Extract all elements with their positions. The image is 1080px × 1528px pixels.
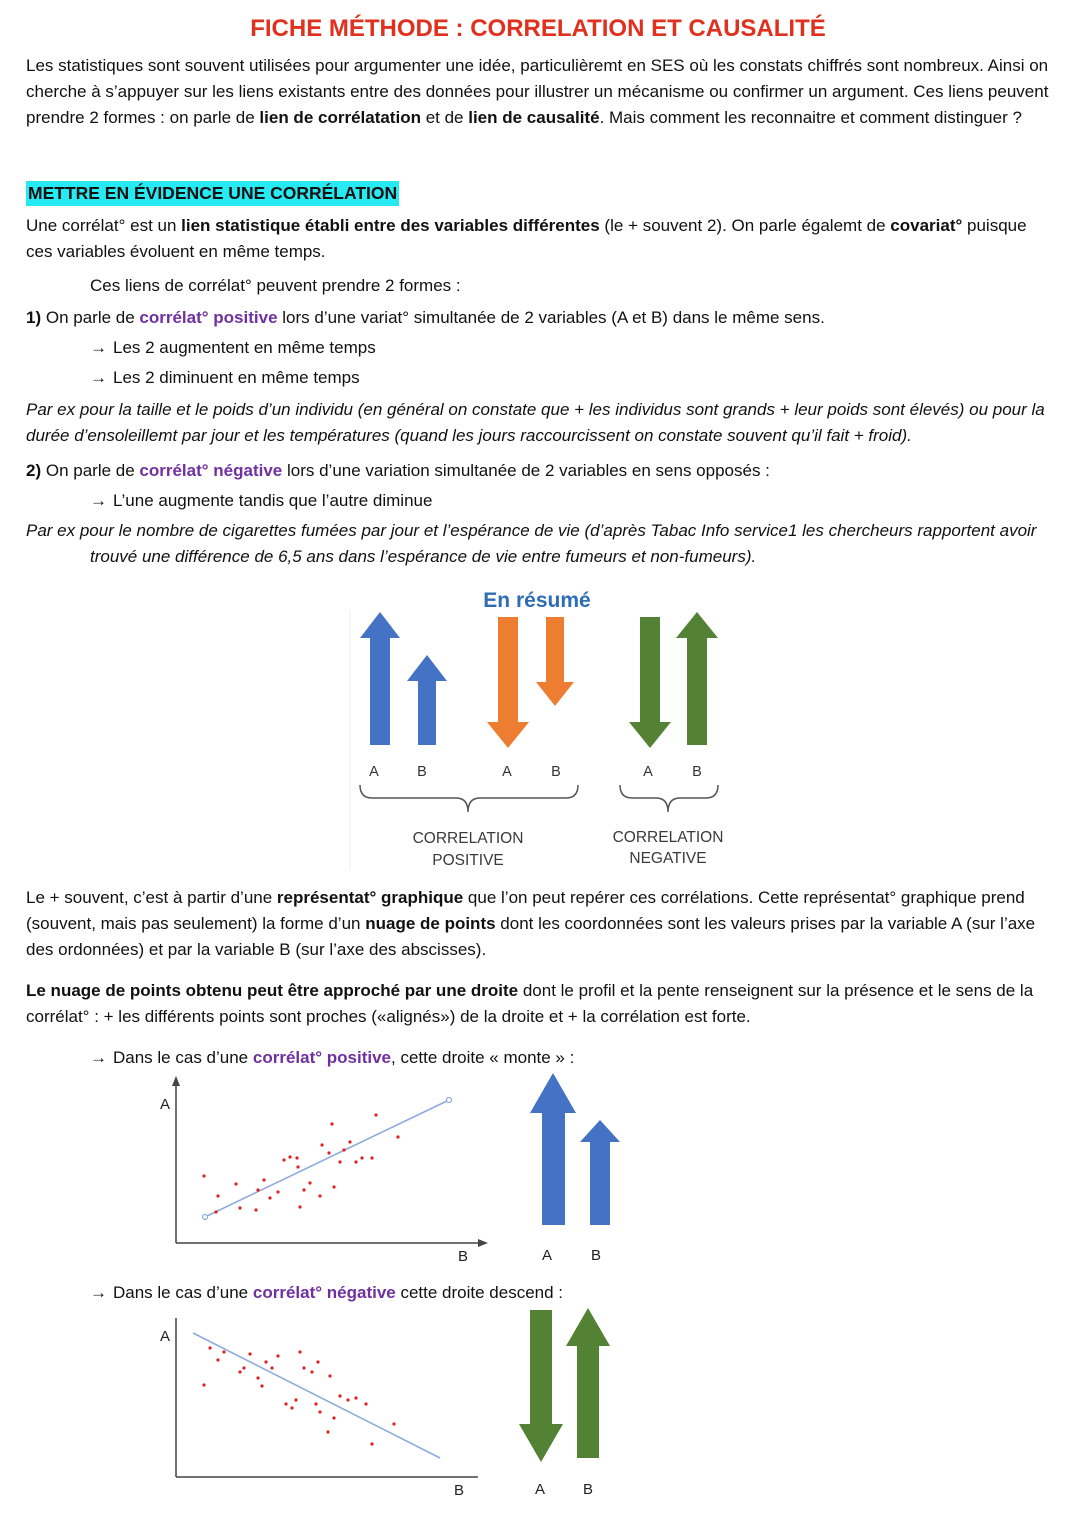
- scatter-negative-figure: [150, 1300, 630, 1505]
- section-heading: METTRE EN ÉVIDENCE UNE CORRÉLATION: [26, 181, 399, 206]
- scatter-point: [216, 1194, 219, 1197]
- y-axis-label: A: [159, 1096, 171, 1113]
- forms-intro: Ces liens de corrélat° peuvent prendre 2 formes :: [90, 276, 461, 295]
- scatter-point: [214, 1210, 217, 1213]
- scatter-point: [318, 1194, 321, 1197]
- arrow-label: A: [541, 1247, 553, 1264]
- y-axis-label: A: [159, 1328, 171, 1345]
- x-axis-label: B: [453, 1482, 465, 1499]
- scatter-point: [270, 1366, 273, 1369]
- bullet-item: [90, 488, 1056, 514]
- scatter-points: [202, 1113, 399, 1213]
- trend-line: [193, 1333, 440, 1458]
- brace-positive: [360, 785, 578, 812]
- arrow-down-icon: [487, 617, 529, 748]
- line-paragraph: [26, 978, 1056, 1030]
- scatter-point: [360, 1156, 363, 1159]
- line-bold: Le nuage de points obtenu peut être approché par une droite: [26, 981, 519, 1000]
- definition-covariation: covariat°: [890, 216, 963, 235]
- scatter-point: [332, 1185, 335, 1188]
- scatter-point: [294, 1398, 297, 1401]
- negative-caption-line1: CORRELATION: [612, 829, 724, 846]
- x-axis-arrow-icon: [478, 1239, 488, 1247]
- scatter-point: [284, 1402, 287, 1405]
- graph-bold: représentat° graphique: [276, 888, 464, 907]
- scatter-intro-text: cette droite descend :: [395, 1283, 564, 1302]
- scatter-point: [238, 1206, 241, 1209]
- positive-caption-line2: POSITIVE: [432, 852, 504, 869]
- scatter-point: [348, 1140, 351, 1143]
- definition-paragraph: [26, 213, 1056, 265]
- graph-paragraph: [26, 885, 1056, 963]
- positive-correlation-line: [26, 305, 1056, 331]
- scatter-point: [202, 1174, 205, 1177]
- brace-negative: [620, 785, 718, 812]
- arrow-bullet-icon: →: [90, 491, 107, 510]
- scatter-point: [298, 1205, 301, 1208]
- scatter-point: [238, 1370, 241, 1373]
- trend-line-end: [203, 1215, 208, 1220]
- positive-text: lors d’une variat° simultanée de 2 variables (A et B) dans le même sens.: [277, 308, 825, 327]
- scatter-point: [295, 1156, 298, 1159]
- trend-line-end: [447, 1098, 452, 1103]
- scatter-point: [296, 1165, 299, 1168]
- arrow-label: B: [417, 764, 427, 780]
- summary-figure: [340, 580, 740, 875]
- bullet-item: [90, 365, 1056, 391]
- scatter-point: [222, 1350, 225, 1353]
- scatter-point: [354, 1396, 357, 1399]
- negative-term: corrélat° négative: [139, 461, 283, 480]
- scatter-negative-term: corrélat° négative: [252, 1283, 396, 1302]
- scatter-point: [282, 1158, 285, 1161]
- scatter-point: [330, 1122, 333, 1125]
- scatter-point: [276, 1190, 279, 1193]
- bullet-text: Les 2 augmentent en même temps: [113, 338, 376, 357]
- negative-correlation-line: [26, 458, 1056, 484]
- scatter-point: [338, 1160, 341, 1163]
- scatter-point: [248, 1352, 251, 1355]
- scatter-point: [346, 1398, 349, 1401]
- scatter-point: [302, 1366, 305, 1369]
- graph-text: dont les coordonnées sont les valeurs prises par la variable A (sur l’axe des ordonnées) et par la variable B (sur l’axe des abscisses).: [26, 914, 1036, 959]
- y-axis-arrow-icon: [172, 1076, 180, 1086]
- scatter-point: [290, 1406, 293, 1409]
- scatter-point: [260, 1384, 263, 1387]
- scatter-point: [396, 1135, 399, 1138]
- scatter-point: [276, 1354, 279, 1357]
- definition-text: (le + souvent 2). On parle égalemt de: [599, 216, 891, 235]
- scatter-point: [332, 1416, 335, 1419]
- graph-bold-scatter: nuage de points: [365, 914, 496, 933]
- scatter-point: [256, 1188, 259, 1191]
- positive-example: Par ex pour la taille et le poids d’un individu (en général on constate que + les individus sont grands + leur poids sont élevés) ou pour la durée d’ensoleillemt par jour et les températures (quand les jours raccourcissent on constate souvent qu’il fait + froid).: [26, 400, 1045, 445]
- bullet-item: [90, 335, 1056, 361]
- scatter-positive-term: corrélat° positive: [252, 1048, 391, 1067]
- page-title: FICHE MÉTHODE : CORRELATION ET CAUSALITÉ: [250, 15, 826, 42]
- scatter-point: [314, 1402, 317, 1405]
- scatter-point: [308, 1181, 311, 1184]
- scatter-point: [202, 1383, 205, 1386]
- arrow-down-icon: [629, 617, 671, 748]
- scatter-point: [364, 1402, 367, 1405]
- scatter-point: [242, 1366, 245, 1369]
- scatter-point: [310, 1370, 313, 1373]
- scatter-point: [256, 1376, 259, 1379]
- intro-term-correlation: lien de corrélatation: [259, 108, 421, 127]
- arrow-label: B: [551, 764, 561, 780]
- graph-text: Le + souvent, c’est à partir d’une: [26, 888, 277, 907]
- definition-text: Une corrélat° est un: [26, 216, 182, 235]
- summary-title: En résumé: [483, 589, 591, 612]
- scatter-point: [328, 1374, 331, 1377]
- scatter-intro-text: , cette droite « monte » :: [391, 1048, 575, 1067]
- intro-text: Les statistiques sont souvent utilisées pour argumenter une idée, particulièremt en SES où les constats chiffrés sont nombreux. Ainsi on cherche à s’appuyer sur les liens existants entre des données pour illustrer un mécanisme ou confirmer un argument. Ces liens peuvent prendre 2 formes : on parle de: [26, 56, 1049, 127]
- x-axis-label: B: [457, 1248, 469, 1265]
- definition-text: puisque ces variables évoluent en même temps.: [26, 216, 1027, 261]
- scatter-point: [302, 1188, 305, 1191]
- scatter-point: [327, 1151, 330, 1154]
- positive-term: corrélat° positive: [139, 308, 278, 327]
- scatter-positive-figure: [150, 1065, 630, 1270]
- arrow-bullet-icon: →: [90, 1283, 107, 1302]
- arrow-up-icon: [530, 1073, 576, 1225]
- arrow-up-icon: [566, 1308, 610, 1458]
- arrow-bullet-icon: →: [90, 368, 107, 387]
- scatter-point: [264, 1360, 267, 1363]
- arrow-up-icon: [407, 655, 447, 745]
- arrow-up-icon: [360, 612, 400, 745]
- scatter-point: [208, 1346, 211, 1349]
- scatter-point: [288, 1155, 291, 1158]
- intro-paragraph: [26, 53, 1056, 131]
- arrow-bullet-icon: →: [90, 1048, 107, 1067]
- scatter-point: [262, 1178, 265, 1181]
- arrow-label: A: [534, 1481, 546, 1498]
- scatter-point: [216, 1358, 219, 1361]
- scatter-point: [370, 1156, 373, 1159]
- scatter-point: [318, 1410, 321, 1413]
- scatter-point: [234, 1182, 237, 1185]
- scatter-point: [298, 1350, 301, 1353]
- arrow-down-icon: [519, 1310, 563, 1462]
- section-heading-wrap: [26, 181, 1056, 206]
- scatter-point: [392, 1422, 395, 1425]
- scatter-point: [338, 1394, 341, 1397]
- arrow-label: B: [692, 764, 702, 780]
- positive-text: On parle de: [41, 308, 140, 327]
- negative-caption-line2: NEGATIVE: [629, 850, 707, 867]
- line-text: dont le profil et la pente renseignent sur la présence et le sens de la corrélat° : + les différents points sont proches («alignés») de la droite et + la corrélation est forte.: [26, 981, 1034, 1026]
- scatter-intro-text: Dans le cas d’une: [113, 1283, 253, 1302]
- arrow-label: A: [643, 764, 653, 780]
- arrow-label: A: [502, 764, 512, 780]
- negative-example: Par ex pour le nombre de cigarettes fumées par jour et l’espérance de vie (d’après Tabac Info service1 les chercheurs rapportent avoir trouvé une différence de 6,5 ans dans l’espérance de vie entre fumeurs et non-fumeurs).: [26, 521, 1037, 566]
- trend-line: [205, 1100, 449, 1217]
- arrow-label: A: [369, 764, 379, 780]
- intro-text: et de: [420, 108, 469, 127]
- scatter-point: [268, 1196, 271, 1199]
- arrow-label: B: [582, 1481, 594, 1498]
- item-number: 2): [26, 461, 42, 480]
- scatter-point: [342, 1148, 345, 1151]
- positive-caption-line1: CORRELATION: [412, 830, 524, 847]
- scatter-point: [316, 1360, 319, 1363]
- scatter-points: [202, 1346, 395, 1445]
- definition-bold: lien statistique établi entre des variables différentes: [181, 216, 600, 235]
- arrow-up-icon: [676, 612, 718, 745]
- scatter-point: [374, 1113, 377, 1116]
- negative-text: On parle de: [41, 461, 140, 480]
- intro-text: . Mais comment les reconnaitre et comment distinguer ?: [599, 108, 1022, 127]
- negative-text: lors d’une variation simultanée de 2 variables en sens opposés :: [282, 461, 770, 480]
- intro-term-causality: lien de causalité: [468, 108, 600, 127]
- graph-text: que l’on peut repérer ces corrélations. Cette représentat° graphique prend (souvent, mais pas seulement) la forme d’un: [26, 888, 1025, 933]
- scatter-point: [370, 1442, 373, 1445]
- arrow-down-icon: [536, 617, 574, 706]
- arrow-label: B: [590, 1247, 602, 1264]
- arrow-bullet-icon: →: [90, 338, 107, 357]
- scatter-intro-text: Dans le cas d’une: [113, 1048, 253, 1067]
- item-number: 1): [26, 308, 42, 327]
- scatter-point: [354, 1160, 357, 1163]
- scatter-point: [326, 1430, 329, 1433]
- arrow-up-icon: [580, 1120, 620, 1225]
- bullet-text: L’une augmente tandis que l’autre diminue: [113, 491, 433, 510]
- scatter-point: [320, 1143, 323, 1146]
- scatter-point: [254, 1208, 257, 1211]
- bullet-text: Les 2 diminuent en même temps: [113, 368, 360, 387]
